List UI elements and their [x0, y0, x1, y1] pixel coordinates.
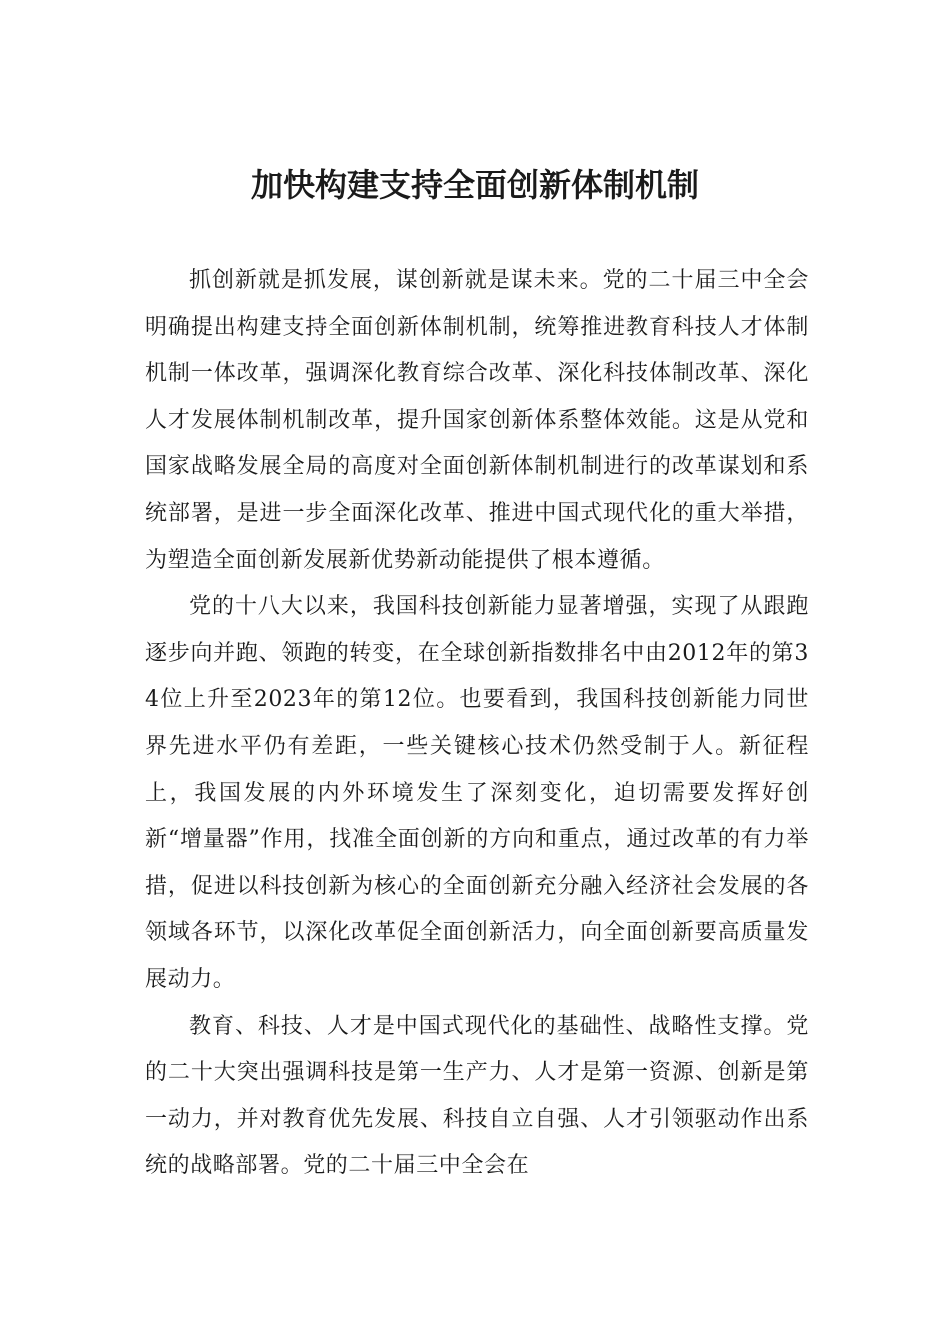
paragraph-2: 党的十八大以来，我国科技创新能力显著增强，实现了从跟跑逐步向并跑、领跑的转变，在全球创新指数排名中由2012年的第34位上升至2023年的第12位。也要看到，我国科技创新能力同世界先进水平仍有差距，一些关键核心技术仍然受制于人。新征程上，我国发展的内外环境发生了深刻变化，迫切需要发挥好创新“增量器”作用，找准全面创新的方向和重点，通过改革的有力举措，促进以科技创新为核心的全面创新充分融入经济社会发展的各领域各环节，以深化改革促全面创新活力，向全面创新要高质量发展动力。 — [145, 594, 809, 992]
document-body — [145, 258, 809, 1190]
document-title: 加快构建支持全面创新体制机制 — [250, 166, 699, 204]
paragraph-1: 抓创新就是抓发展，谋创新就是谋未来。党的二十届三中全会明确提出构建支持全面创新体制机制，统筹推进教育科技人才体制机制一体改革，强调深化教育综合改革、深化科技体制改革、深化人才发展体制机制改革，提升国家创新体系整体效能。这是从党和国家战略发展全局的高度对全面创新体制机制进行的改革谋划和系统部署，是进一步全面深化改革、推进中国式现代化的重大举措，为塑造全面创新发展新优势新动能提供了根本遵循。 — [145, 268, 809, 573]
paragraph-3: 教育、科技、人才是中国式现代化的基础性、战略性支撑。党的二十大突出强调科技是第一生产力、人才是第一资源、创新是第一动力，并对教育优先发展、科技自立自强、人才引领驱动作出系统的战略部署。党的二十届三中全会在 — [145, 1013, 809, 1179]
